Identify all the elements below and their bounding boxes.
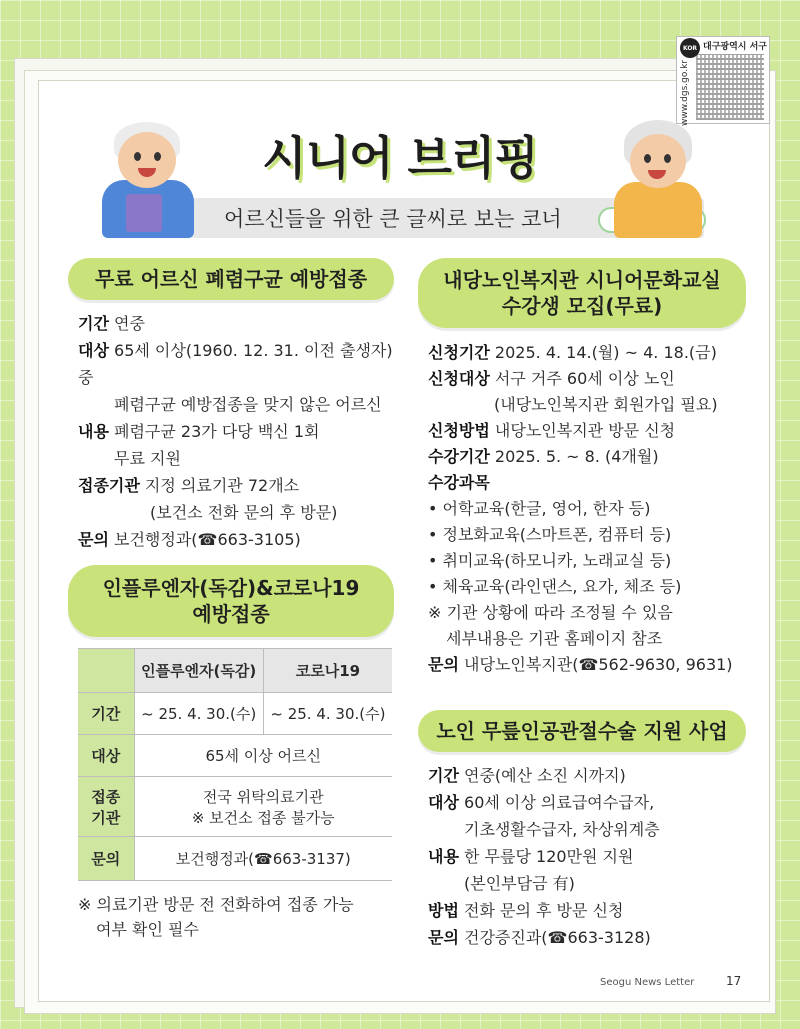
cell-institution: 전국 위탁의료기관 ※ 보건소 접종 불가능 <box>134 777 392 837</box>
table-corner <box>78 649 134 693</box>
table-row <box>78 693 392 735</box>
info-row: 대상 65세 이상(1960. 12. 31. 이전 출생자) 중 <box>78 341 393 387</box>
list-item: • 정보화교육(스마트폰, 컴퓨터 등) <box>428 525 672 544</box>
vaccination-table <box>78 648 392 881</box>
section-title-culture-class <box>418 258 746 328</box>
qr-url: www.dgs.go.kr <box>680 60 690 126</box>
section-title-line: 인플루엔자(독감)&코로나19 <box>102 576 360 600</box>
page-number: 17 <box>726 974 742 988</box>
table-row <box>78 777 392 837</box>
row-header-period: 기간 <box>78 693 134 735</box>
section-title-line: 수강생 모집(무료) <box>501 294 663 318</box>
row-header-target: 대상 <box>78 735 134 777</box>
row-header-inquiry: 문의 <box>78 837 134 881</box>
info-row: 기간 연중 <box>78 314 145 333</box>
kor-badge-icon: KOR <box>680 38 700 58</box>
page-title: 시니어 브리핑 <box>262 131 538 185</box>
subtitle: 어르신들을 위한 큰 글씨로 보는 코너 <box>224 207 562 231</box>
section-title-pneumococcal: 무료 어르신 폐렴구균 예방접종 <box>68 258 394 300</box>
col-header-corona: 코로나19 <box>263 649 392 693</box>
cell-period-corona: ~ 25. 4. 30.(수) <box>263 693 392 735</box>
knee-surgery-info: 기간 연중(예산 소진 시까지) 대상 60세 이상 의료급여수급자, 기초생활수급자, 차상위계층 내용 한 무릎당 120만원 지원 (본인부담금 有) 방법 전화 문의 후 방문 신청 문의 건강증진과(☎663-3128) <box>428 766 660 947</box>
info-row: 내용 폐렴구균 23가 다당 백신 1회 <box>78 422 320 441</box>
section-title-flu-covid <box>68 565 394 637</box>
col-header-influenza: 인플루엔자(독감) <box>134 649 263 693</box>
list-item: • 어학교육(한글, 영어, 한자 등) <box>428 499 651 518</box>
section-title-line: 내당노인복지관 시니어문화교실 <box>443 268 721 292</box>
cell-period-influenza: ~ 25. 4. 30.(수) <box>134 693 263 735</box>
section-title-line: 예방접종 <box>192 602 270 626</box>
info-row-cont: 무료 지원 <box>114 449 181 468</box>
info-row-cont: 폐렴구균 예방접종을 맞지 않은 어르신 <box>114 395 382 414</box>
qr-city-label: 대구광역시 서구 <box>703 42 767 52</box>
qr-code-icon[interactable] <box>696 54 764 120</box>
table-row <box>78 735 392 777</box>
info-row: 문의 보건행정과(☎663-3105) <box>78 530 301 549</box>
info-row-cont: (보건소 전화 문의 후 방문) <box>150 503 338 522</box>
list-item: • 체육교육(라인댄스, 요가, 체조 등) <box>428 577 682 596</box>
grandpa-illustration <box>96 118 200 238</box>
section-title-knee-surgery: 노인 무릎인공관절수술 지원 사업 <box>418 710 746 752</box>
pneumococcal-info <box>78 310 408 553</box>
table-row <box>78 837 392 881</box>
vaccination-note: ※ 의료기관 방문 전 전화하여 접종 가능 여부 확인 필수 <box>78 895 354 939</box>
row-header-institution: 접종 기관 <box>78 777 134 837</box>
cell-target: 65세 이상 어르신 <box>134 735 392 777</box>
list-item: • 취미교육(하모니카, 노래교실 등) <box>428 551 672 570</box>
grandma-illustration <box>608 118 708 238</box>
newsletter-name: Seogu News Letter <box>600 977 695 988</box>
cell-inquiry: 보건행정과(☎663-3137) <box>134 837 392 881</box>
culture-class-info: 신청기간 2025. 4. 14.(월) ~ 4. 18.(금) 신청대상 서구 거주 60세 이상 노인 (내당노인복지관 회원가입 필요) 신청방법 내당노인복지관 방문 신청 수강기간 2025. 5. ~ 8. (4개월) 수강과목 • 어학교육(한글, 영어, 한자 등) • 정보화교육(스마트폰, 컴퓨터 등) • 취미교육(하모니카, 노래교실 등) • 체육교육(라인댄스, 요가, 체조 등) ※ 기관 상황에 따라 조정될 수 있음 세부내용은 기관 홈페이지 참조 문의 내당노인복지관(☎562-9630, 9631) <box>428 340 758 678</box>
info-row: 접종기관 지정 의료기관 72개소 <box>78 476 300 495</box>
